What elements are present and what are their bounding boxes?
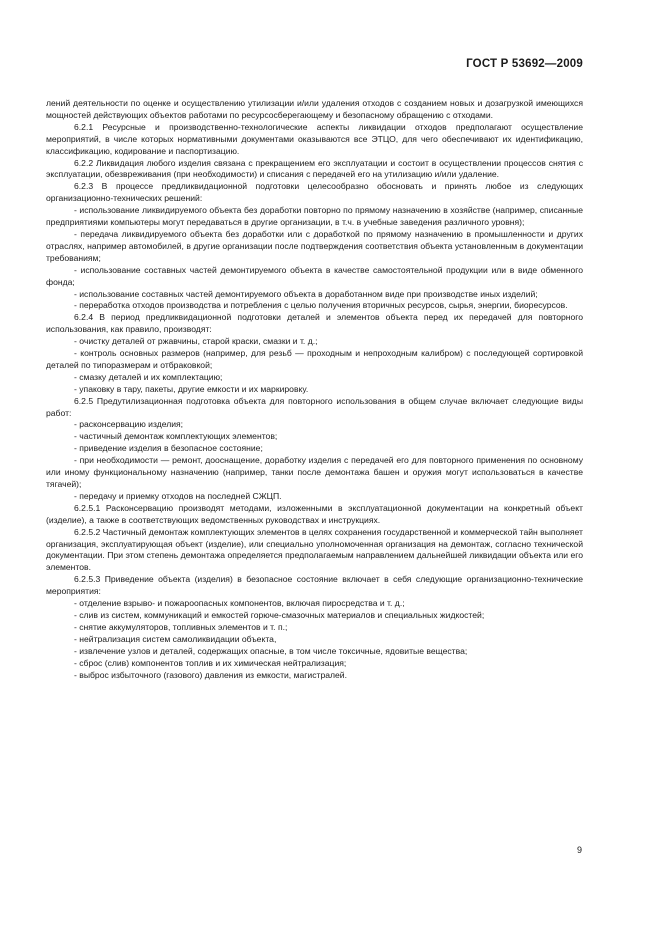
list-item: - контроль основных размеров (например, для резьб — проходным и непроходным калибром) с последующей сортировкой деталей по типоразмерам и отбраковкой; [46,348,583,370]
list-item: - отделение взрыво- и пожароопасных компонентов, включая пиросредства и т. д.; [74,598,405,609]
paragraph: 6.2.4 В период предликвидационной подготовки деталей и элементов объекта перед их передачей для повторного использования, как правило, производят: [46,312,583,335]
list-item: - при необходимости — ремонт, дооснащение, доработку изделия с передачей его для повторного применения по основному или иному функциональному назначению (например, танки после демонтажа башен и оружия могут использоваться в качестве тягачей); [46,455,583,489]
paragraph: 6.2.5 Предутилизационная подготовка объекта для повторного использования в общем случае включает следующие виды работ: [46,395,583,418]
list-item: - слив из систем, коммуникаций и емкостей горюче-смазочных материалов и специальных жидкостей; [74,609,485,620]
list-item: - использование составных частей демонтируемого объекта в доработанном виде при производстве иных изделий; [74,288,538,299]
page-header: ГОСТ Р 53692—2009 [466,58,583,70]
paragraph: 6.2.5.1 Расконсервацию производят методами, изложенными в эксплуатационной документации на конкретный объект (изделие), а также в соответствующих ведомственных руководствах и инструкциях. [46,502,583,525]
list-item: - приведение изделия в безопасное состояние; [74,443,263,454]
list-item: - сброс (слив) компонентов топлив и их химическая нейтрализация; [74,657,347,668]
list-item: - выброс избыточного (газового) давления из емкости, магистралей. [74,669,347,680]
paragraph: 6.2.1 Ресурсные и производственно-технологические аспекты ликвидации отходов предполагают осуществление мероприятий, в числе которых нормативными документами оказываются все ЭТЦО, для чего обеспечивают их идентификацию, классификацию, кодирование и паспортизацию. [46,121,583,156]
page-number: 9 [576,845,582,855]
list-item: - нейтрализация систем самоликвидации объекта, [74,633,277,644]
list-item: - извлечение узлов и деталей, содержащих опасные, в том числе токсичные, ядовитые вещества; [74,645,468,656]
list-item: - использование составных частей демонтируемого объекта в качестве самостоятельной продукции или в виде обменного фонда; [46,264,583,287]
list-item: - переработка отходов производства и потребления с целью получения вторичных ресурсов, сырья, энергии, биоресурсов. [74,300,568,311]
list-item: - частичный демонтаж комплектующих элементов; [74,431,278,442]
list-item: - передачу и приемку отходов на последней СЖЦП. [74,490,282,501]
document-body [46,98,583,681]
list-item: - очистку деталей от ржавчины, старой краски, смазки и т. д.; [74,336,318,347]
paragraph: 6.2.5.2 Частичный демонтаж комплектующих элементов в целях сохранения государственной и коммерческой тайн выполняет организация, эксплуатирующая объект (изделие), или специально уполномоченная организация на демонтаж, согласно технической документации. При этом степень демонтажа определяется предполагаемым направлением дальнейшей ликвидации объекта или его элементов. [46,526,583,573]
list-item: - снятие аккумуляторов, топливных элементов и т. п.; [74,621,288,632]
paragraph: 6.2.5.3 Приведение объекта (изделия) в безопасное состояние включает в себя следующие организационно-технические мероприятия: [46,574,583,597]
list-item: - расконсервацию изделия; [74,419,184,430]
list-item: - смазку деталей и их комплектацию; [74,371,223,382]
list-item: - использование ликвидируемого объекта без доработки повторно по прямому назначению в хозяйстве (например, списанные предприятиями компьютеры могут передаваться в другие организации, в т.ч. в учебные заведения различного уровня); [46,205,583,228]
paragraph: 6.2.2 Ликвидация любого изделия связана с прекращением его эксплуатации и состоит в осуществлении процессов снятия с эксплуатации, обезвреживания (при необходимости) и списания с передачей его на утилизацию и/или удаление. [46,157,583,180]
list-item: - упаковку в тару, пакеты, другие емкости и их маркировку. [74,383,309,394]
list-item: - передача ликвидируемого объекта без доработки или с доработкой по прямому назначению в промышленности и других отраслях, например автомобилей, в другие организации после подтверждения соответствия объекта установленным в документации требованиям; [46,228,583,263]
paragraph: 6.2.3 В процессе предликвидационной подготовки целесообразно обосновать и принять любое из следующих организационно-технических решений: [46,181,583,204]
paragraph: лений деятельности по оценке и осуществлению утилизации и/или удаления отходов с созданием новых и дозагрузкой имеющихся мощностей действующих объектов работами по ресурсосберегающему и безопасному обращению с отходами. [46,98,583,120]
